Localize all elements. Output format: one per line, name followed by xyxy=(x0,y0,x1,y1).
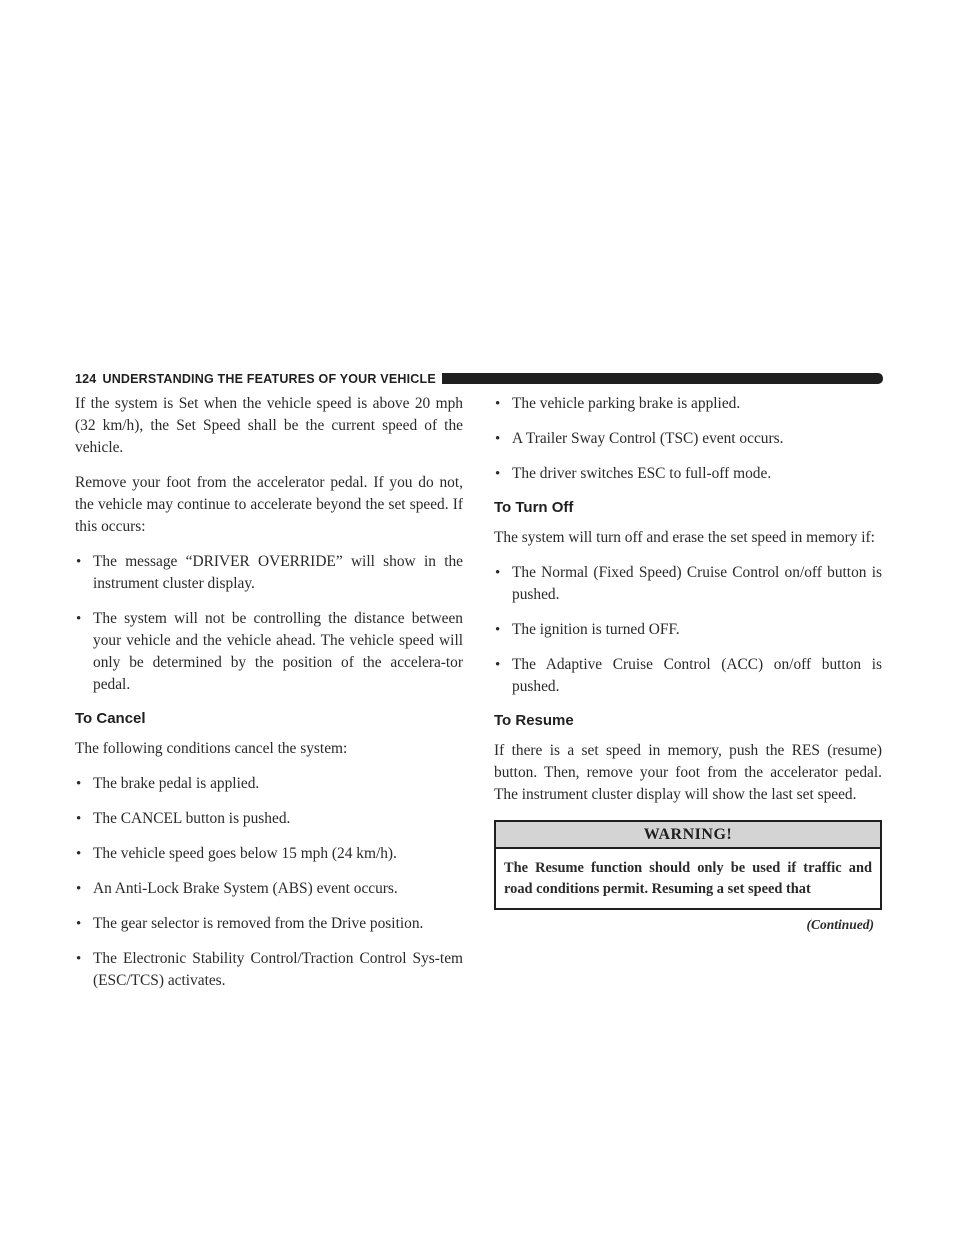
list-item: • The CANCEL button is pushed. xyxy=(75,808,463,830)
section-title: UNDERSTANDING THE FEATURES OF YOUR VEHICLE xyxy=(102,371,436,386)
cancel-heading: To Cancel xyxy=(75,710,146,727)
bullet-icon: • xyxy=(495,466,501,482)
bullet-icon: • xyxy=(76,811,82,827)
bullet-icon: • xyxy=(495,622,501,638)
list-item: • The Normal (Fixed Speed) Cruise Control on/off button is pushed. xyxy=(495,564,882,603)
bullet-icon: • xyxy=(76,611,82,627)
page-header xyxy=(75,370,883,387)
list-item: • The brake pedal is applied. xyxy=(75,773,463,795)
list-item: • An Anti-Lock Brake System (ABS) event occurs. xyxy=(75,878,463,900)
resume-heading: To Resume xyxy=(494,712,574,729)
override-list xyxy=(75,551,463,696)
bullet-icon: • xyxy=(76,916,82,932)
list-item: • The vehicle parking brake is applied. xyxy=(494,393,882,415)
warning-title: WARNING! xyxy=(496,822,880,849)
bullet-icon: • xyxy=(76,881,82,897)
warning-text: The Resume function should only be used if traffic and road conditions permit. Resuming a set speed that xyxy=(504,860,872,897)
list-item: • The gear selector is removed from the Drive position. xyxy=(75,913,463,935)
turn-off-list xyxy=(494,562,882,698)
cancel-intro: The following conditions cancel the system: xyxy=(75,740,348,757)
list-item: • The system will not be controlling the distance between your vehicle and the vehicle ahead. The vehicle speed will only be determined by the position of the accelera-tor pedal. xyxy=(76,610,463,693)
bullet-icon: • xyxy=(76,554,82,570)
bullet-icon: • xyxy=(495,657,501,673)
left-column xyxy=(75,393,463,1005)
override-intro-paragraph: Remove your foot from the accelerator pedal. If you do not, the vehicle may continue to accelerate beyond the set speed. If this occurs: xyxy=(75,474,463,535)
right-column xyxy=(494,393,882,933)
list-item: • The Adaptive Cruise Control (ACC) on/off button is pushed. xyxy=(495,656,882,695)
bullet-icon: • xyxy=(495,565,501,581)
header-rule xyxy=(442,373,883,384)
list-item: • The ignition is turned OFF. xyxy=(494,619,882,641)
resume-paragraph: If there is a set speed in memory, push the RES (resume) button. Then, remove your foot from the accelerator pedal. The instrument cluster display will show the last set speed. xyxy=(494,742,882,803)
continued-label: (Continued) xyxy=(806,917,874,932)
list-item: • A Trailer Sway Control (TSC) event occurs. xyxy=(494,428,882,450)
bullet-icon: • xyxy=(76,776,82,792)
cancel-list-continued xyxy=(494,393,882,485)
turn-off-heading: To Turn Off xyxy=(494,499,574,516)
list-item: • The vehicle speed goes below 15 mph (24 km/h). xyxy=(75,843,463,865)
set-speed-paragraph: If the system is Set when the vehicle speed is above 20 mph (32 km/h), the Set Speed shall be the current speed of the vehicle. xyxy=(75,395,463,456)
bullet-icon: • xyxy=(76,951,82,967)
cancel-list xyxy=(75,773,463,992)
bullet-icon: • xyxy=(76,846,82,862)
bullet-icon: • xyxy=(495,396,501,412)
turn-off-intro: The system will turn off and erase the set speed in memory if: xyxy=(494,529,875,546)
warning-box xyxy=(494,820,882,910)
list-item: • The Electronic Stability Control/Traction Control Sys-tem (ESC/TCS) activates. xyxy=(76,950,463,989)
list-item: • The driver switches ESC to full-off mode. xyxy=(494,463,882,485)
bullet-icon: • xyxy=(495,431,501,447)
list-item: • The message “DRIVER OVERRIDE” will show in the instrument cluster display. xyxy=(76,553,463,592)
page-number: 124 xyxy=(75,371,97,386)
